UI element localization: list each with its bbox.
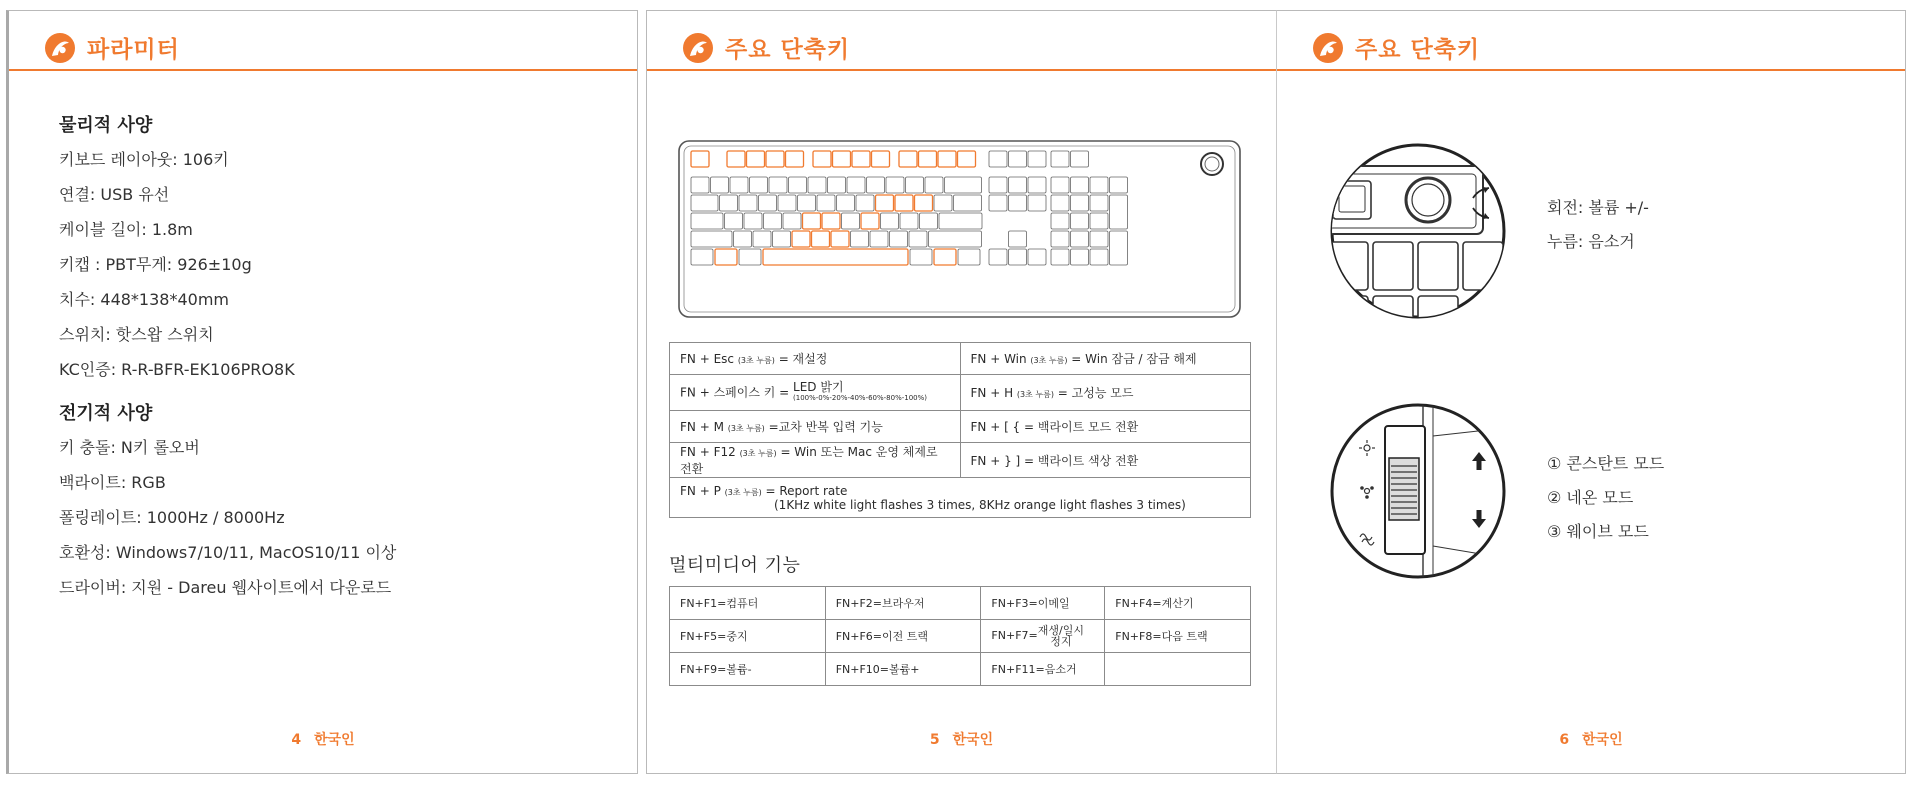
spec-line: 스위치: 핫스왑 스위치: [59, 325, 214, 344]
key: [934, 249, 956, 265]
key: [958, 151, 976, 167]
table-cell: FN + P (3초 누름) = Report rate (1KHz white light flashes 3 times, 8KHz orange light flashes 3 times): [670, 478, 1251, 518]
key: [803, 213, 821, 229]
brand-logo-icon: [681, 31, 715, 65]
page-title: 주요 단축키: [725, 37, 851, 63]
table-cell: FN + M (3초 누름) =교차 반복 입력 기능: [670, 411, 961, 443]
page-language: 한국인: [314, 732, 355, 748]
mode-switch-figure: [1323, 396, 1513, 586]
key: [934, 195, 952, 211]
key: [1028, 195, 1046, 211]
page-5: [646, 10, 1276, 774]
key: [1051, 249, 1069, 265]
key: [909, 231, 927, 247]
table-row: [670, 443, 1251, 478]
key: [861, 213, 879, 229]
key: [753, 231, 771, 247]
table-row: [670, 478, 1251, 518]
page-footer: [9, 729, 637, 749]
table-row: [670, 411, 1251, 443]
key: [1051, 195, 1069, 211]
table-cell: FN+F1=컴퓨터: [670, 587, 826, 620]
page-title: 파라미터: [87, 37, 180, 63]
key: [813, 151, 831, 167]
key: [798, 195, 816, 211]
spec-line: 키보드 레이아웃: 106키: [59, 150, 229, 169]
knob-description: [1547, 191, 1649, 259]
table-row: [670, 343, 1251, 375]
table-cell: FN + Esc (3초 누름) = 재설정: [670, 343, 961, 375]
table-cell: FN + F12 (3초 누름) = Win 또는 Mac 운영 체제로 전환: [670, 443, 961, 478]
table-cell: FN+F11=음소거: [981, 653, 1105, 686]
key: [1051, 151, 1069, 167]
key: [895, 195, 913, 211]
key: [1028, 177, 1046, 193]
key: [989, 151, 1007, 167]
key: [1090, 195, 1108, 211]
table-cell: FN + Win (3초 누름) = Win 잠금 / 잠금 해제: [960, 343, 1251, 375]
table-row: [670, 653, 1251, 686]
table-row: [670, 587, 1251, 620]
key: [881, 213, 899, 229]
table-cell: [1105, 653, 1251, 686]
key: [792, 231, 810, 247]
knob-press-text: 누름: 음소거: [1547, 232, 1635, 251]
key: [828, 177, 846, 193]
spec-line: KC인증: R-R-BFR-EK106PRO8K: [59, 360, 295, 379]
spec-line: 키캡 : PBT무게: 926±10g: [59, 255, 252, 274]
key: [856, 195, 874, 211]
page-number: 4: [291, 732, 302, 748]
key: [1090, 231, 1108, 247]
page-language: 한국인: [1582, 732, 1623, 748]
keyboard-diagram: [677, 139, 1242, 319]
key: [730, 177, 748, 193]
key: [1110, 231, 1128, 265]
key: [833, 151, 851, 167]
key: [1009, 177, 1027, 193]
key: [691, 231, 732, 247]
key: [842, 213, 860, 229]
key: [1071, 213, 1089, 229]
key: [691, 151, 709, 167]
key: [734, 231, 752, 247]
key: [837, 195, 855, 211]
spec-line: 호환성: Windows7/10/11, MacOS10/11 이상: [59, 543, 397, 562]
key: [989, 177, 1007, 193]
key: [954, 195, 982, 211]
volume-knob-icon: [1201, 153, 1223, 175]
key: [1071, 231, 1089, 247]
key: [773, 231, 791, 247]
key: [852, 151, 870, 167]
table-cell: FN+F8=다음 트랙: [1105, 620, 1251, 653]
key: [899, 151, 917, 167]
key: [1090, 213, 1108, 229]
brand-logo-icon: [1311, 31, 1345, 65]
spec-line: 드라이버: 지원 - Dareu 웹사이트에서 다운로드: [59, 578, 392, 597]
table-cell: FN+F5=중지: [670, 620, 826, 653]
key: [1071, 195, 1089, 211]
key: [919, 151, 937, 167]
table-cell: FN + H (3초 누름) = 고성능 모드: [960, 375, 1251, 411]
key: [808, 177, 826, 193]
key: [812, 231, 830, 247]
key: [711, 177, 729, 193]
table-cell: FN+F9=볼륨-: [670, 653, 826, 686]
page-header: [647, 11, 1276, 71]
table-cell: FN+F6=이전 트랙: [825, 620, 981, 653]
key: [958, 249, 980, 265]
key: [759, 195, 777, 211]
table-cell: FN + [ { = 백라이트 모드 전환: [960, 411, 1251, 443]
key: [1090, 249, 1108, 265]
table-cell: FN+F7=재생/일시 정지: [981, 620, 1105, 653]
key: [691, 195, 718, 211]
spec-line: 백라이트: RGB: [59, 473, 166, 492]
key: [744, 213, 762, 229]
multimedia-heading: 멀티미디어 기능: [669, 555, 801, 576]
key: [720, 195, 738, 211]
key: [925, 177, 943, 193]
neon-icon: [1365, 489, 1370, 494]
key: [876, 195, 894, 211]
key: [945, 177, 982, 193]
key: [847, 177, 865, 193]
page-number: 5: [929, 732, 940, 748]
page-title: 주요 단축키: [1355, 37, 1481, 63]
spec-line: 치수: 448*138*40mm: [59, 290, 229, 309]
key: [1071, 151, 1089, 167]
key: [1051, 177, 1069, 193]
key: [906, 177, 924, 193]
key: [1009, 151, 1027, 167]
table-cell: FN+F10=볼륨+: [825, 653, 981, 686]
page-footer: [647, 729, 1276, 749]
key: [822, 213, 840, 229]
multimedia-table: [669, 586, 1251, 686]
key: [764, 213, 782, 229]
key: [778, 195, 796, 211]
knob-rotate-text: 회전: 볼륨 +/-: [1547, 198, 1649, 217]
page-header: [9, 11, 637, 71]
spec-line: 폴링레이트: 1000Hz / 8000Hz: [59, 508, 285, 527]
key: [789, 177, 807, 193]
key: [939, 213, 982, 229]
key: [739, 195, 757, 211]
key: [910, 249, 932, 265]
key: [817, 195, 835, 211]
electrical-spec-heading: 전기적 사양: [59, 403, 153, 424]
key: [691, 177, 709, 193]
key: [938, 151, 956, 167]
physical-spec-heading: 물리적 사양: [59, 115, 153, 136]
key: [831, 231, 849, 247]
key: [739, 249, 761, 265]
key: [1028, 151, 1046, 167]
key: [1090, 177, 1108, 193]
key: [1110, 195, 1128, 229]
key: [786, 151, 804, 167]
key: [920, 213, 938, 229]
key: [900, 213, 918, 229]
key: [763, 249, 908, 265]
page-6: [1276, 10, 1906, 774]
spec-line: 케이블 길이: 1.8m: [59, 220, 193, 239]
knob-detail-figure: [1323, 136, 1513, 326]
key: [1110, 177, 1128, 193]
mode-constant-text: ① 콘스탄트 모드: [1547, 454, 1665, 473]
page-4: [6, 10, 638, 774]
key: [890, 231, 908, 247]
key: [1009, 231, 1027, 247]
page-language: 한국인: [952, 732, 994, 748]
mode-neon-text: ② 네온 모드: [1547, 488, 1634, 507]
key: [851, 231, 869, 247]
page-footer: [1277, 729, 1905, 749]
key: [867, 177, 885, 193]
key: [783, 213, 801, 229]
key: [1071, 249, 1089, 265]
key: [1071, 177, 1089, 193]
table-cell: FN + 스페이스 키 = LED 밝기 (100%-0%-20%-40%-60%-80%-100%): [670, 375, 961, 411]
shortcut-table: [669, 342, 1251, 518]
table-cell: FN+F2=브라우저: [825, 587, 981, 620]
page-number: 6: [1559, 732, 1570, 748]
table-cell: FN + } ] = 백라이트 색상 전환: [960, 443, 1251, 478]
key: [727, 151, 745, 167]
key: [886, 177, 904, 193]
key: [1028, 249, 1046, 265]
key: [1051, 213, 1069, 229]
key: [1009, 249, 1027, 265]
key: [870, 231, 888, 247]
key: [691, 249, 713, 265]
key: [769, 177, 787, 193]
key: [725, 213, 743, 229]
page-header: [1277, 11, 1905, 71]
key: [989, 195, 1007, 211]
key: [1009, 195, 1027, 211]
table-cell: FN+F4=계산기: [1105, 587, 1251, 620]
table-row: [670, 620, 1251, 653]
key: [872, 151, 890, 167]
mode-wave-text: ③ 웨이브 모드: [1547, 522, 1649, 541]
key: [989, 249, 1007, 265]
key: [929, 231, 982, 247]
key: [915, 195, 933, 211]
spec-list: [59, 111, 619, 611]
key: [750, 177, 768, 193]
table-row: [670, 375, 1251, 411]
key: [715, 249, 737, 265]
key: [747, 151, 765, 167]
key: [691, 213, 723, 229]
key: [766, 151, 784, 167]
mode-description: [1547, 447, 1664, 549]
key: [1051, 231, 1069, 247]
spec-line: 연결: USB 유선: [59, 185, 170, 204]
sun-icon: [1364, 445, 1370, 451]
table-cell: FN+F3=이메일: [981, 587, 1105, 620]
spec-line: 키 충돌: N키 롤오버: [59, 438, 200, 457]
brand-logo-icon: [43, 31, 77, 65]
